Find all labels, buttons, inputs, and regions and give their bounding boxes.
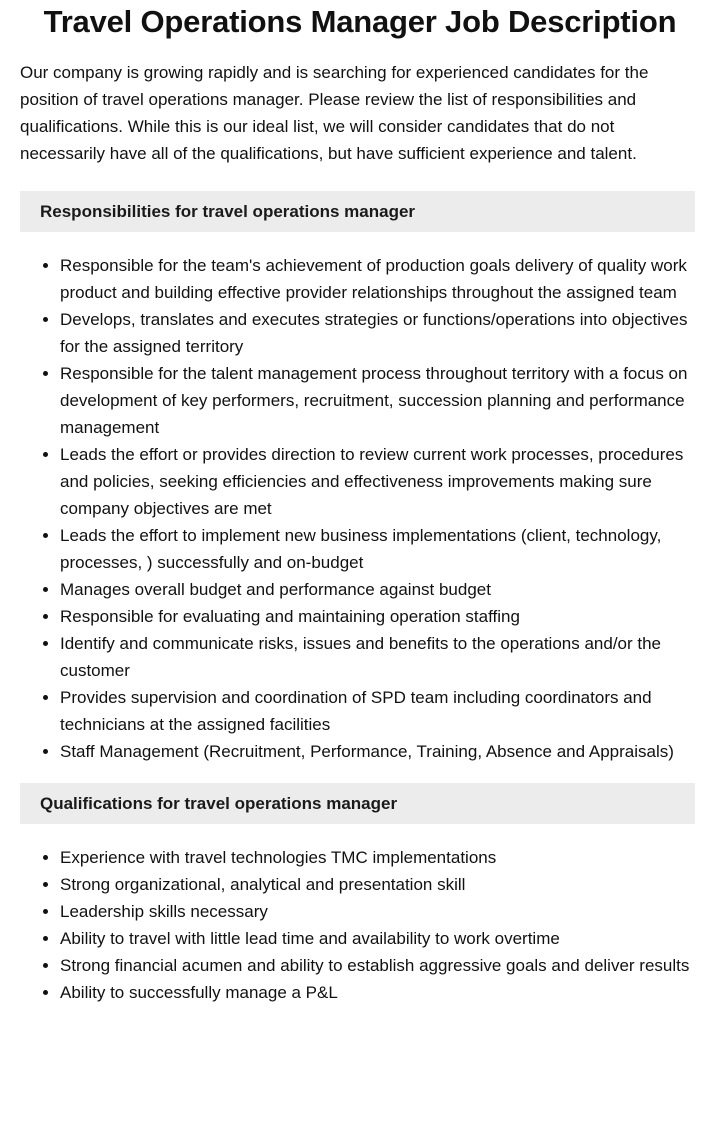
list-item: • Experience with travel technologies TMC implementations	[60, 844, 695, 871]
list-item: • Strong organizational, analytical and presentation skill	[60, 871, 695, 898]
page-title: Travel Operations Manager Job Description	[43, 4, 677, 39]
list-item: • Leads the effort or provides direction to review current work processes, procedures and policies, seeking efficiencies and effectiveness improvements making sure company objectives are met	[60, 441, 695, 522]
list-item: • Develops, translates and executes strategies or functions/operations into objectives for the assigned territory	[60, 306, 695, 360]
list-item: • Strong financial acumen and ability to establish aggressive goals and deliver results	[60, 952, 695, 979]
list-item: • Manages overall budget and performance against budget	[60, 576, 695, 603]
list-item: • Staff Management (Recruitment, Performance, Training, Absence and Appraisals)	[60, 738, 695, 765]
intro-paragraph: Our company is growing rapidly and is searching for experienced candidates for the position of travel operations manager. Please review the list of responsibilities and qualifications. While this is our ideal list, we will consider candidates that do not necessarily have all of the qualifications, but have sufficient experience and talent.	[20, 63, 649, 163]
job-description	[20, 59, 695, 1006]
responsibilities-list	[20, 252, 695, 765]
list-item: • Identify and communicate risks, issues and benefits to the operations and/or the customer	[60, 630, 695, 684]
list-item: • Ability to successfully manage a P&L	[60, 979, 695, 1006]
list-item: • Leads the effort to implement new business implementations (client, technology, processes, ) successfully and on-budget	[60, 522, 695, 576]
list-item: • Responsible for the team's achievement of production goals delivery of quality work product and building effective provider relationships throughout the assigned team	[60, 252, 695, 306]
list-item: • Leadership skills necessary	[60, 898, 695, 925]
responsibilities-heading: Responsibilities for travel operations manager	[20, 191, 695, 232]
list-item: • Responsible for the talent management process throughout territory with a focus on development of key performers, recruitment, succession planning and performance management	[60, 360, 695, 441]
qualifications-heading: Qualifications for travel operations manager	[20, 783, 695, 824]
list-item: • Ability to travel with little lead time and availability to work overtime	[60, 925, 695, 952]
list-item: • Provides supervision and coordination of SPD team including coordinators and technicians at the assigned facilities	[60, 684, 695, 738]
qualifications-list	[20, 844, 695, 1006]
list-item: • Responsible for evaluating and maintaining operation staffing	[60, 603, 695, 630]
